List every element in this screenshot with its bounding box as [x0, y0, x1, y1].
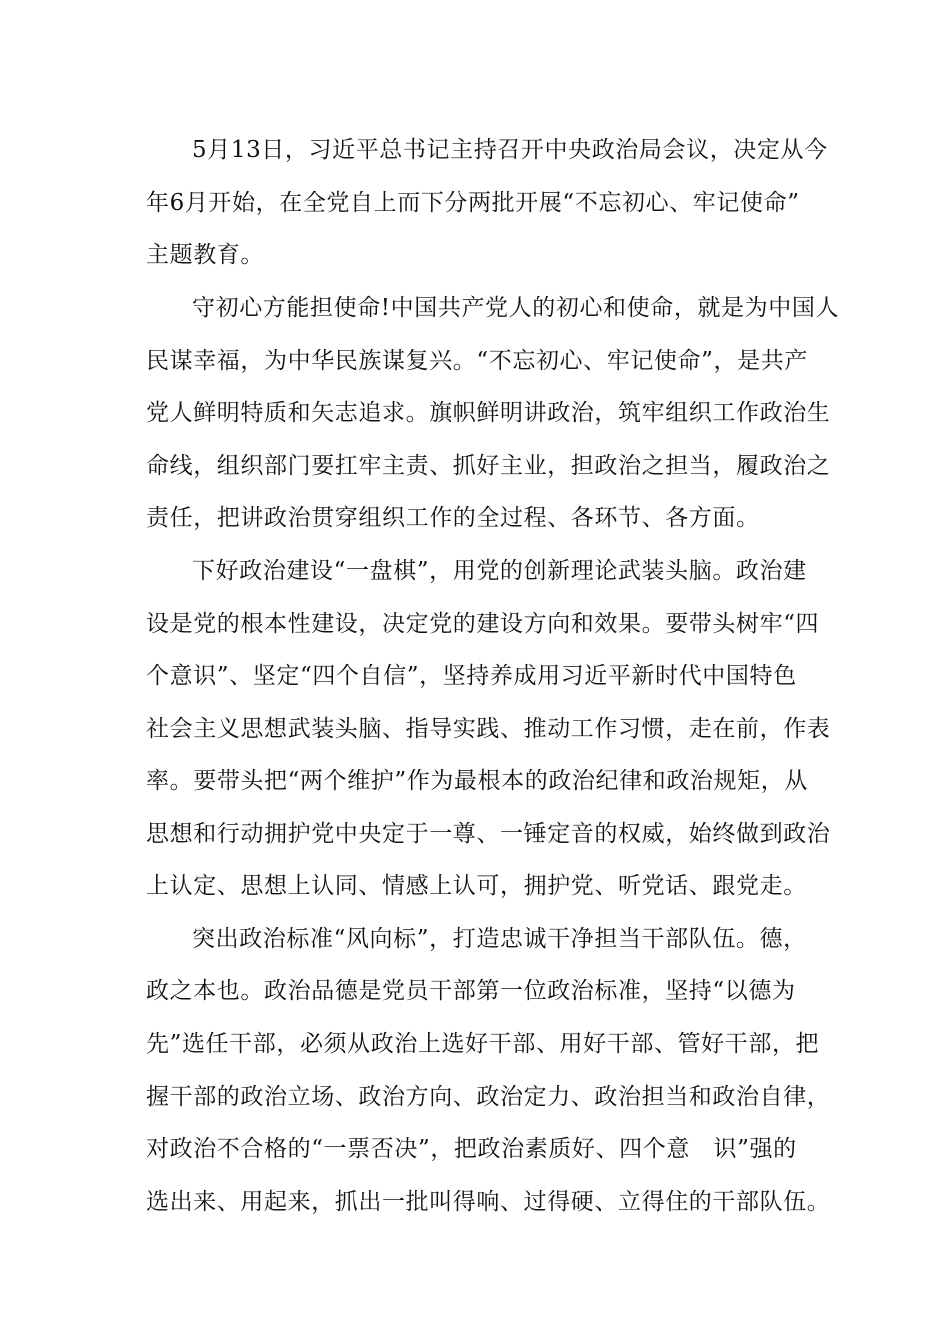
- text-line: 社会主义思想武装头脑、指导实践、推动工作习惯，走在前，作表: [146, 716, 831, 742]
- text-line: 突出政治标准“风向标”，打造忠诚干净担当干部队伍。德，: [192, 926, 807, 952]
- text-line: 守初心方能担使命!中国共产党人的初心和使命，就是为中国人: [192, 295, 840, 321]
- text-line: 民谋幸福，为中华民族谋复兴。“不忘初心、牢记使命”，是共产: [146, 348, 808, 374]
- text-line: 政之本也。政治品德是党员干部第一位政治标准，坚持“以德为: [146, 978, 796, 1004]
- text-line: 对政治不合格的“一票否决”，把政治素质好、四个意 识”强的: [146, 1136, 797, 1162]
- text-line: 命线，组织部门要扛牢主责、抓好主业，担政治之担当，履政治之: [146, 453, 831, 479]
- text-line: 思想和行动拥护党中央定于一尊、一锤定音的权威，始终做到政治: [146, 821, 831, 847]
- text-line: 党人鲜明特质和矢志追求。旗帜鲜明讲政治，筑牢组织工作政治生: [146, 400, 831, 426]
- text-line: 上认定、思想上认同、情感上认可，拥护党、听党话、跟党走。: [146, 873, 807, 899]
- text-line: 选出来、用起来，抓出一批叫得响、过得硬、立得住的干部队伍。: [146, 1189, 831, 1215]
- text-line: 设是党的根本性建设，决定党的建设方向和效果。要带头树牢“四: [146, 611, 820, 637]
- text-line: 先”选任干部，必须从政治上选好干部、用好干部、管好干部，把: [146, 1031, 820, 1057]
- text-line: 握干部的政治立场、政治方向、政治定力、政治担当和政治自律，: [146, 1084, 831, 1110]
- text-line: 5月13日，习近平总书记主持召开中央政治局会议，决定从今: [192, 137, 828, 163]
- text-line: 主题教育。: [146, 242, 264, 268]
- text-line: 年6月开始，在全党自上而下分两批开展“不忘初心、牢记使命”: [146, 190, 800, 216]
- text-line: 率。要带头把“两个维护”作为最根本的政治纪律和政治规矩，从: [146, 768, 808, 794]
- text-line: 下好政治建设“一盘棋”，用党的创新理论武装头脑。政治建: [192, 558, 807, 584]
- text-line: 责任，把讲政治贯穿组织工作的全过程、各环节、各方面。: [146, 505, 760, 531]
- text-line: 个意识”、坚定“四个自信”，坚持养成用习近平新时代中国特色: [146, 663, 797, 689]
